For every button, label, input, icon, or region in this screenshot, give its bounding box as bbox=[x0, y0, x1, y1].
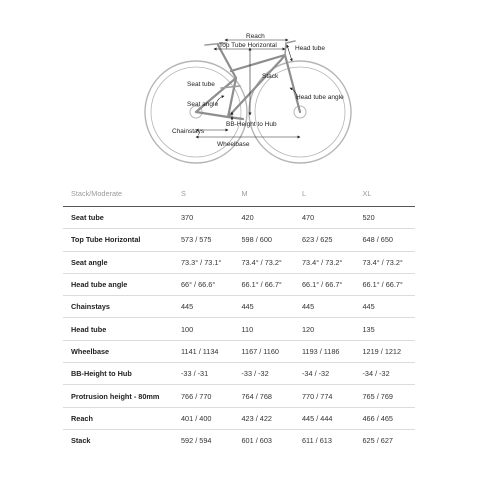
table-cell: 73.4° / 73.2° bbox=[294, 251, 355, 273]
column-header: S bbox=[173, 180, 234, 207]
label-reach: Reach bbox=[246, 33, 265, 40]
table-cell: 135 bbox=[355, 318, 416, 340]
table-row bbox=[63, 429, 415, 451]
table-row bbox=[63, 385, 415, 407]
table-cell: 625 / 627 bbox=[362, 436, 393, 446]
table-row bbox=[63, 251, 415, 273]
label-bb-height: BB-Height to Hub bbox=[226, 121, 277, 128]
row-label: Seat angle bbox=[63, 251, 173, 273]
label-head-tube: Head tube bbox=[295, 45, 325, 52]
label-seat-tube: Seat tube bbox=[187, 81, 215, 88]
row-label: Protrusion height - 80mm bbox=[63, 385, 173, 407]
table-cell: 66.1° / 66.7° bbox=[355, 273, 416, 295]
label-wheelbase: Wheelbase bbox=[217, 141, 250, 148]
table-cell: 73.3° / 73.1° bbox=[173, 251, 234, 273]
table-row bbox=[63, 296, 415, 318]
table-cell: 445 bbox=[355, 296, 416, 318]
table-cell: 623 / 625 bbox=[294, 229, 355, 251]
row-label: BB-Height to Hub bbox=[63, 363, 173, 385]
row-label: Stack bbox=[71, 436, 91, 446]
table-cell: 73.4° / 73.2° bbox=[355, 251, 416, 273]
table-cell: 1193 / 1186 bbox=[294, 340, 355, 362]
table-cell: -34 / -32 bbox=[294, 363, 355, 385]
table-row bbox=[63, 407, 415, 429]
row-label: Reach bbox=[63, 407, 173, 429]
table-cell: 611 / 613 bbox=[302, 436, 332, 446]
table-cell: 770 / 774 bbox=[294, 385, 355, 407]
head-tube-line bbox=[287, 45, 292, 61]
table-row bbox=[63, 318, 415, 340]
row-label: Head tube bbox=[63, 318, 173, 340]
table-cell: 520 bbox=[355, 207, 416, 229]
table-cell: -34 / -32 bbox=[355, 363, 416, 385]
table-cell: 445 bbox=[294, 296, 355, 318]
table-cell: 445 bbox=[234, 296, 295, 318]
column-header: XL bbox=[355, 180, 416, 207]
column-header: L bbox=[294, 180, 355, 207]
table-cell: 598 / 600 bbox=[234, 229, 295, 251]
table-cell: 470 bbox=[294, 207, 355, 229]
table-cell: 401 / 400 bbox=[173, 407, 234, 429]
label-stack: Stack bbox=[262, 73, 279, 80]
table-cell: 573 / 575 bbox=[173, 229, 234, 251]
table-cell: 66.1° / 66.7° bbox=[294, 273, 355, 295]
table-cell: 1219 / 1212 bbox=[355, 340, 416, 362]
table-cell: 766 / 770 bbox=[173, 385, 234, 407]
table-cell: 648 / 650 bbox=[355, 229, 416, 251]
table-cell: 1167 / 1160 bbox=[234, 340, 295, 362]
table-header-row bbox=[63, 180, 415, 207]
table-cell: 592 / 594 bbox=[181, 436, 212, 446]
table-cell: 601 / 603 bbox=[241, 436, 272, 446]
table-cell: -33 / -31 bbox=[173, 363, 234, 385]
label-head-tube-angle: Head tube angle bbox=[296, 94, 344, 101]
table-row bbox=[63, 207, 415, 229]
table-row bbox=[63, 363, 415, 385]
table-cell: 423 / 422 bbox=[234, 407, 295, 429]
row-label: Chainstays bbox=[63, 296, 173, 318]
label-seat-angle: Seat angle bbox=[187, 101, 219, 108]
column-header: M bbox=[234, 180, 295, 207]
table-cell: 110 bbox=[234, 318, 295, 340]
table-cell: 66° / 66.6° bbox=[173, 273, 234, 295]
bike-geometry-diagram bbox=[0, 0, 500, 175]
table-cell: 764 / 768 bbox=[234, 385, 295, 407]
table-cell: -33 / -32 bbox=[234, 363, 295, 385]
table-row bbox=[63, 229, 415, 251]
table-cell: 445 / 444 bbox=[294, 407, 355, 429]
label-top-tube: Top Tube Horizontal bbox=[219, 42, 277, 49]
column-header: Stack/Moderate bbox=[63, 180, 173, 207]
row-label: Top Tube Horizontal bbox=[63, 229, 173, 251]
table-cell: 120 bbox=[294, 318, 355, 340]
table-row bbox=[63, 273, 415, 295]
table-cell: 445 bbox=[173, 296, 234, 318]
row-label: Wheelbase bbox=[63, 340, 173, 362]
table-cell: 1141 / 1134 bbox=[173, 340, 234, 362]
row-label: Seat tube bbox=[63, 207, 173, 229]
row-label: Head tube angle bbox=[63, 273, 173, 295]
label-chainstays: Chainstays bbox=[172, 128, 205, 135]
table-cell: 66.1° / 66.7° bbox=[234, 273, 295, 295]
table-cell: 370 bbox=[173, 207, 234, 229]
table-cell: 100 bbox=[173, 318, 234, 340]
table-cell: 73.4° / 73.2° bbox=[234, 251, 295, 273]
geometry-table bbox=[63, 180, 415, 451]
table-cell: 466 / 465 bbox=[355, 407, 416, 429]
table-cell: 765 / 769 bbox=[355, 385, 416, 407]
table-row bbox=[63, 340, 415, 362]
table-cell: 420 bbox=[234, 207, 295, 229]
